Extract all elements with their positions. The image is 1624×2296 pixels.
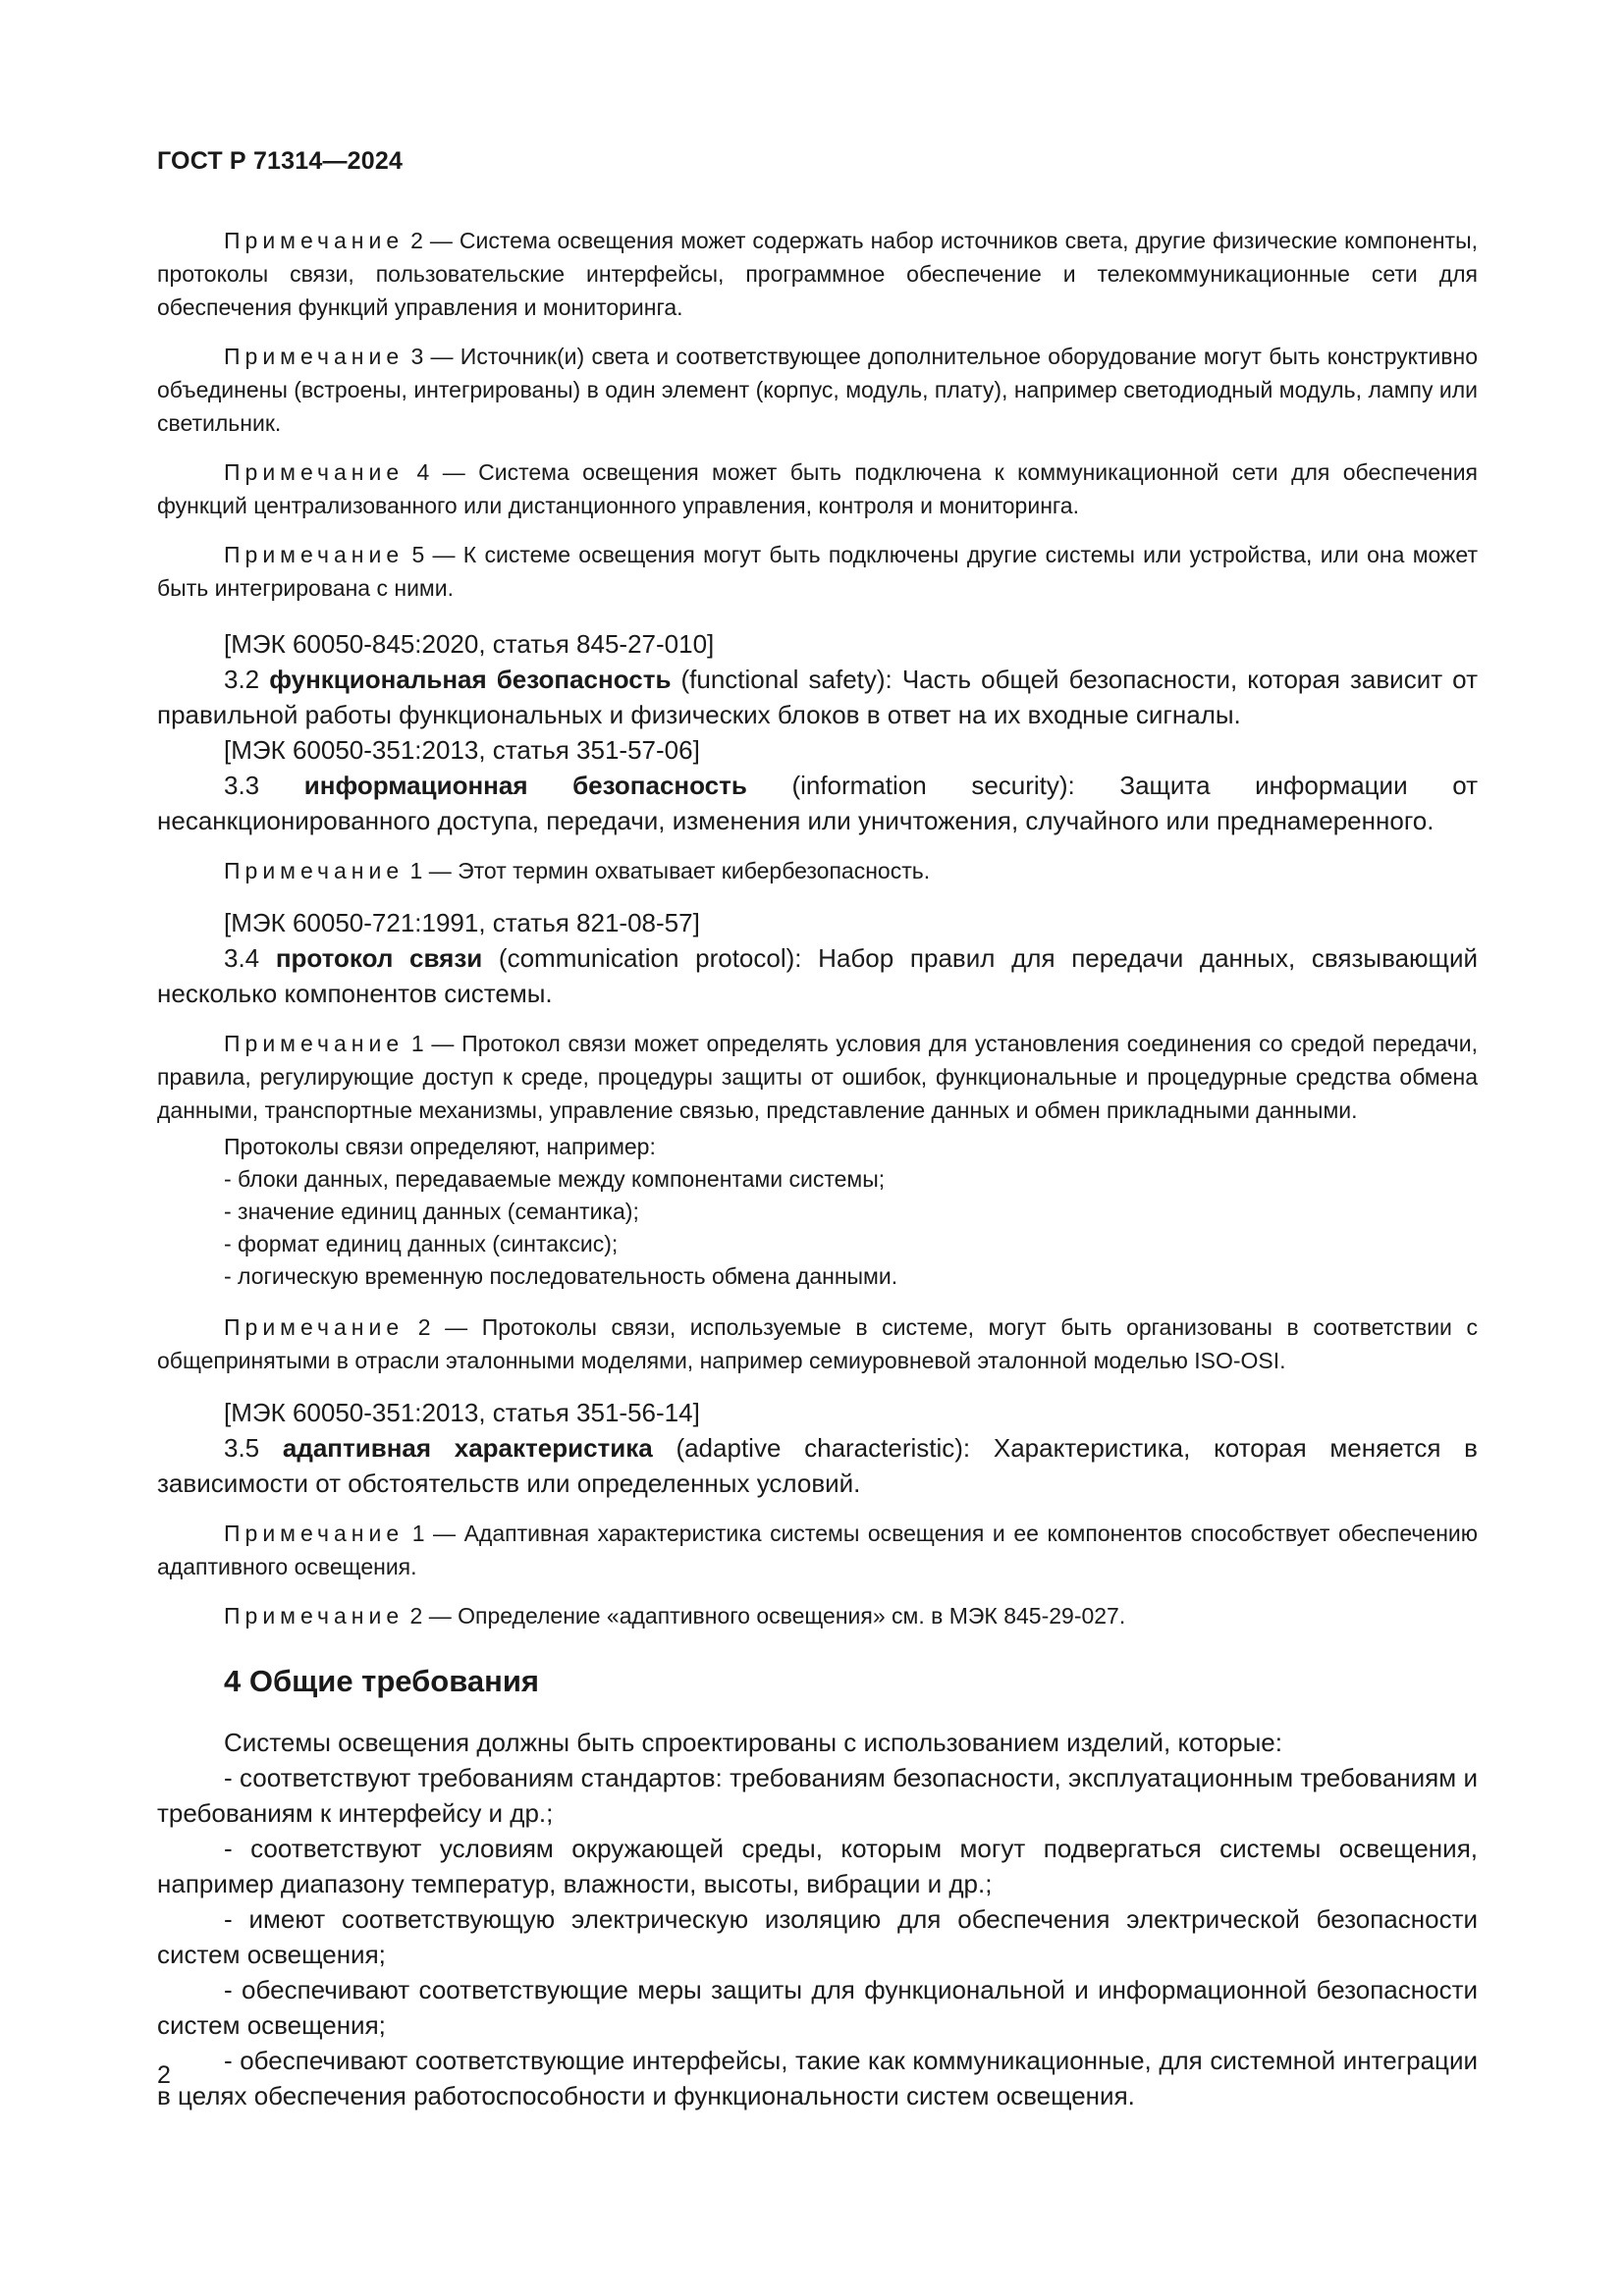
- source-reference: [МЭК 60050-845:2020, статья 845-27-010]: [224, 629, 715, 659]
- note-number: 5: [411, 542, 425, 567]
- list-item: - соответствуют условиям окружающей среды, которым могут подвергаться системы освещения, например диапазону температур, влажности, высоты, вибрации и др.;: [157, 1834, 1478, 1898]
- list-item: - обеспечивают соответствующие интерфейсы, такие как коммуникационные, для системной интеграции в целях обеспечения работоспособности и функциональности систем освещения.: [157, 2046, 1478, 2110]
- note-number: 1: [411, 1521, 425, 1546]
- note-number: 2: [410, 228, 423, 253]
- note-text: — Протокол связи может определять условия для установления соединения со средой передачи, правила, регулирующие доступ к среде, процедуры защиты от ошибок, функциональные и процедурные средства обмена данными, транспортные механизмы, управление связью, представление данных и обмен прикладными данными.: [157, 1031, 1478, 1123]
- list-item: - имеют соответствующую электрическую изоляцию для обеспечения электрической безопасности систем освещения;: [157, 1904, 1478, 1969]
- list-item: - значение единиц данных (семантика);: [224, 1199, 639, 1224]
- term-definition: (communication protocol): Набор правил для передачи данных, связывающий несколько компонентов системы.: [157, 943, 1478, 1008]
- note-text: — Источник(и) света и соответствующее дополнительное оборудование могут быть конструктивно объединены (встроены, интегрированы) в один элемент (корпус, модуль, плату), например светодиодный модуль, лампу или светильник.: [157, 344, 1479, 436]
- term-name: адаптивная характеристика: [282, 1433, 653, 1463]
- note-number: 1: [410, 1031, 424, 1056]
- term-name: функциональная безопасность: [269, 665, 672, 694]
- term-3-5: [157, 1430, 1478, 1501]
- document-code-header: ГОСТ Р 71314—2024: [157, 147, 404, 175]
- note-text: — Система освещения может содержать набор источников света, другие физические компоненты, протоколы связи, пользовательские интерфейсы, программное обеспечение и телекоммуникационные сети для обеспечения функций управления и мониторинга.: [157, 228, 1478, 320]
- page-content: [157, 224, 1478, 2113]
- note-text: — Этот термин охватывает кибербезопасность.: [422, 858, 931, 883]
- term-definition: (information security): Защита информации от несанкционированного доступа, передачи, изменения или уничтожения, случайного или преднамеренного.: [157, 771, 1478, 835]
- list-item: - логическую временную последовательность обмена данными.: [224, 1263, 898, 1289]
- term-name: информационная безопасность: [303, 771, 747, 800]
- section-title: 4 Общие требования: [224, 1664, 539, 1698]
- note-4: [157, 455, 1478, 522]
- term-name: протокол связи: [275, 943, 483, 973]
- note-number: 2: [409, 1603, 423, 1629]
- note-label: Примечание: [224, 858, 405, 883]
- list-item: - формат единиц данных (синтаксис);: [224, 1231, 619, 1256]
- note-label: Примечание: [224, 1314, 405, 1340]
- note-text: — Адаптивная характеристика системы освещения и ее компонентов способствует обеспечению адаптивного освещения.: [157, 1521, 1478, 1579]
- protocols-list: [157, 1163, 1478, 1293]
- term-number: 3.3: [224, 771, 260, 800]
- note-5: [157, 538, 1478, 605]
- note-2: [157, 224, 1478, 324]
- note-label: Примечание: [224, 228, 405, 253]
- note-number: 1: [409, 858, 423, 883]
- source-reference: [МЭК 60050-351:2013, статья 351-57-06]: [224, 735, 700, 765]
- list-item: - соответствуют требованиям стандартов: требованиям безопасности, эксплуатационным требованиям и требованиям к интерфейсу и др.;: [157, 1763, 1478, 1828]
- note-3-5-2: [157, 1599, 1478, 1632]
- source-reference: [МЭК 60050-351:2013, статья 351-56-14]: [224, 1398, 700, 1427]
- note-label: Примечание: [224, 542, 405, 567]
- term-3-3: [157, 768, 1478, 838]
- term-number: 3.4: [224, 943, 260, 973]
- term-definition: (functional safety): Часть общей безопасности, которая зависит от правильной работы функциональных и физических блоков в ответ на их входные сигналы.: [157, 665, 1478, 729]
- source-reference: [МЭК 60050-721:1991, статья 821-08-57]: [224, 908, 700, 937]
- note-3: [157, 340, 1478, 440]
- note-label: Примечание: [224, 344, 405, 369]
- section-intro: Системы освещения должны быть спроектированы с использованием изделий, которые:: [224, 1728, 1282, 1757]
- note-text: — К системе освещения могут быть подключены другие системы или устройства, или она может быть интегрирована с ними.: [157, 542, 1478, 601]
- term-3-2: [157, 662, 1478, 732]
- note-3-4-1: [157, 1027, 1478, 1127]
- note-text: — Система освещения может быть подключена к коммуникационной сети для обеспечения функций централизованного или дистанционного управления, контроля и мониторинга.: [157, 459, 1479, 518]
- list-item: - блоки данных, передаваемые между компонентами системы;: [224, 1166, 886, 1192]
- protocols-intro: Протоколы связи определяют, например:: [224, 1134, 656, 1159]
- note-label: Примечание: [224, 1521, 405, 1546]
- note-label: Примечание: [224, 1603, 405, 1629]
- note-number: 2: [417, 1314, 431, 1340]
- note-number: 4: [416, 459, 430, 485]
- term-definition: (adaptive characteristic): Характеристика, которая меняется в зависимости от обстоятельств или определенных условий.: [157, 1433, 1478, 1498]
- note-text: — Определение «адаптивного освещения» см. в МЭК 845-29-027.: [422, 1603, 1126, 1629]
- note-3-5-1: [157, 1517, 1478, 1583]
- note-3-3-1: [157, 854, 1478, 887]
- list-item: - обеспечивают соответствующие меры защиты для функциональной и информационной безопасности систем освещения;: [157, 1975, 1478, 2040]
- page-number: 2: [157, 2061, 171, 2089]
- term-number: 3.2: [224, 665, 260, 694]
- term-3-4: [157, 940, 1478, 1011]
- note-label: Примечание: [224, 1031, 405, 1056]
- term-number: 3.5: [224, 1433, 260, 1463]
- note-text: — Протоколы связи, используемые в системе, могут быть организованы в соответствии с общепринятыми в отрасли эталонными моделями, например семиуровневой эталонной моделью ISO-OSI.: [157, 1314, 1478, 1373]
- requirements-list: [157, 1760, 1478, 2113]
- note-label: Примечание: [224, 459, 405, 485]
- note-3-4-2: [157, 1310, 1478, 1377]
- note-number: 3: [410, 344, 424, 369]
